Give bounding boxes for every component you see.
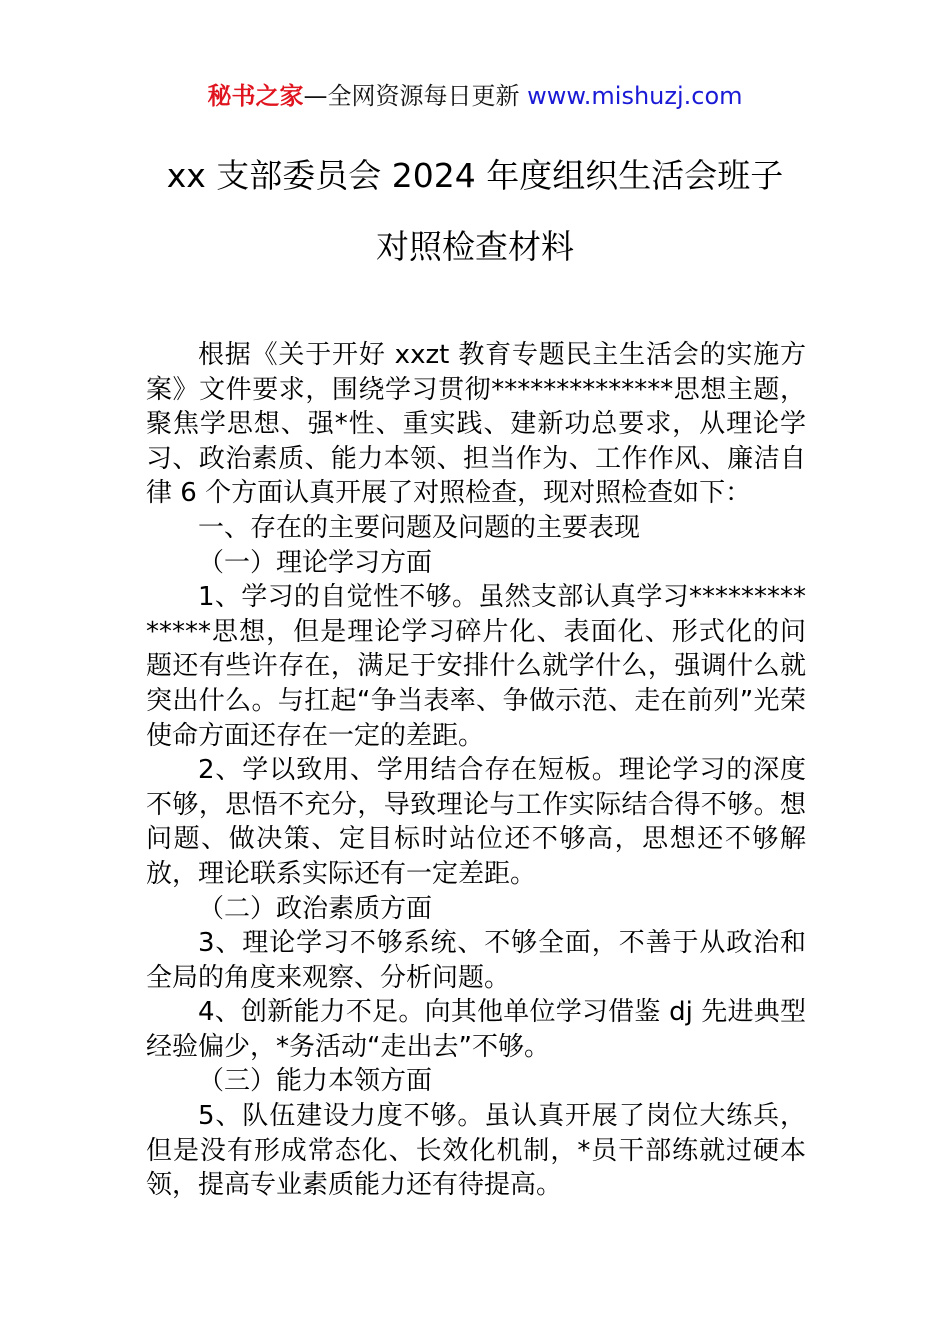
- intro-paragraph: 根据《关于开好 xxzt 教育专题民主生活会的实施方案》文件要求，围绕学习贯彻**************思想主题，聚焦学思想、强*性、重实践、建新功总要求，从理论学习、政治素质、能力本领、担当作为、工作作风、廉洁自律 6 个方面认真开展了对照检查，现对照检查如下：: [146, 340, 806, 509]
- subsection-heading: （二）政治素质方面: [198, 893, 433, 924]
- site-banner: [0, 80, 950, 112]
- site-url-link[interactable]: www.mishuzj.com: [527, 82, 743, 110]
- document-title-line-1: xx 支部委员会 2024 年度组织生活会班子: [166, 156, 784, 195]
- issue-paragraph: 1、学习的自觉性不够。虽然支部认真学习**************思想，但是理论学习碎片化、表面化、形式化的问题还有些许存在，满足于安排什么就学什么，强调什么就突出什么。与扛起“争当表率、争做示范、走在前列”光荣使命方面还存在一定的差距。: [146, 582, 806, 751]
- document-title-line-2: 对照检查材料: [376, 227, 574, 266]
- subsection-heading: （三）能力本领方面: [198, 1066, 433, 1097]
- subsection-heading: （一）理论学习方面: [198, 547, 433, 578]
- issue-paragraph: 3、理论学习不够系统、不够全面，不善于从政治和全局的角度来观察、分析问题。: [146, 928, 806, 993]
- site-tagline: —全网资源每日更新: [303, 82, 520, 110]
- issue-paragraph: 2、学以致用、学用结合存在短板。理论学习的深度不够，思悟不充分，导致理论与工作实际结合得不够。想问题、做决策、定目标时站位还不够高，思想还不够解放，理论联系实际还有一定差距。: [146, 755, 806, 889]
- document-body: [146, 338, 806, 1203]
- site-brand: 秘书之家: [207, 82, 304, 110]
- issue-paragraph: 5、队伍建设力度不够。虽认真开展了岗位大练兵，但是没有形成常态化、长效化机制，*员干部练就过硬本领，提高专业素质能力还有待提高。: [146, 1101, 806, 1201]
- section-heading: 一、存在的主要问题及问题的主要表现: [198, 512, 641, 543]
- issue-paragraph: 4、创新能力不足。向其他单位学习借鉴 dj 先进典型经验偏少，*务活动“走出去”不够。: [146, 997, 806, 1062]
